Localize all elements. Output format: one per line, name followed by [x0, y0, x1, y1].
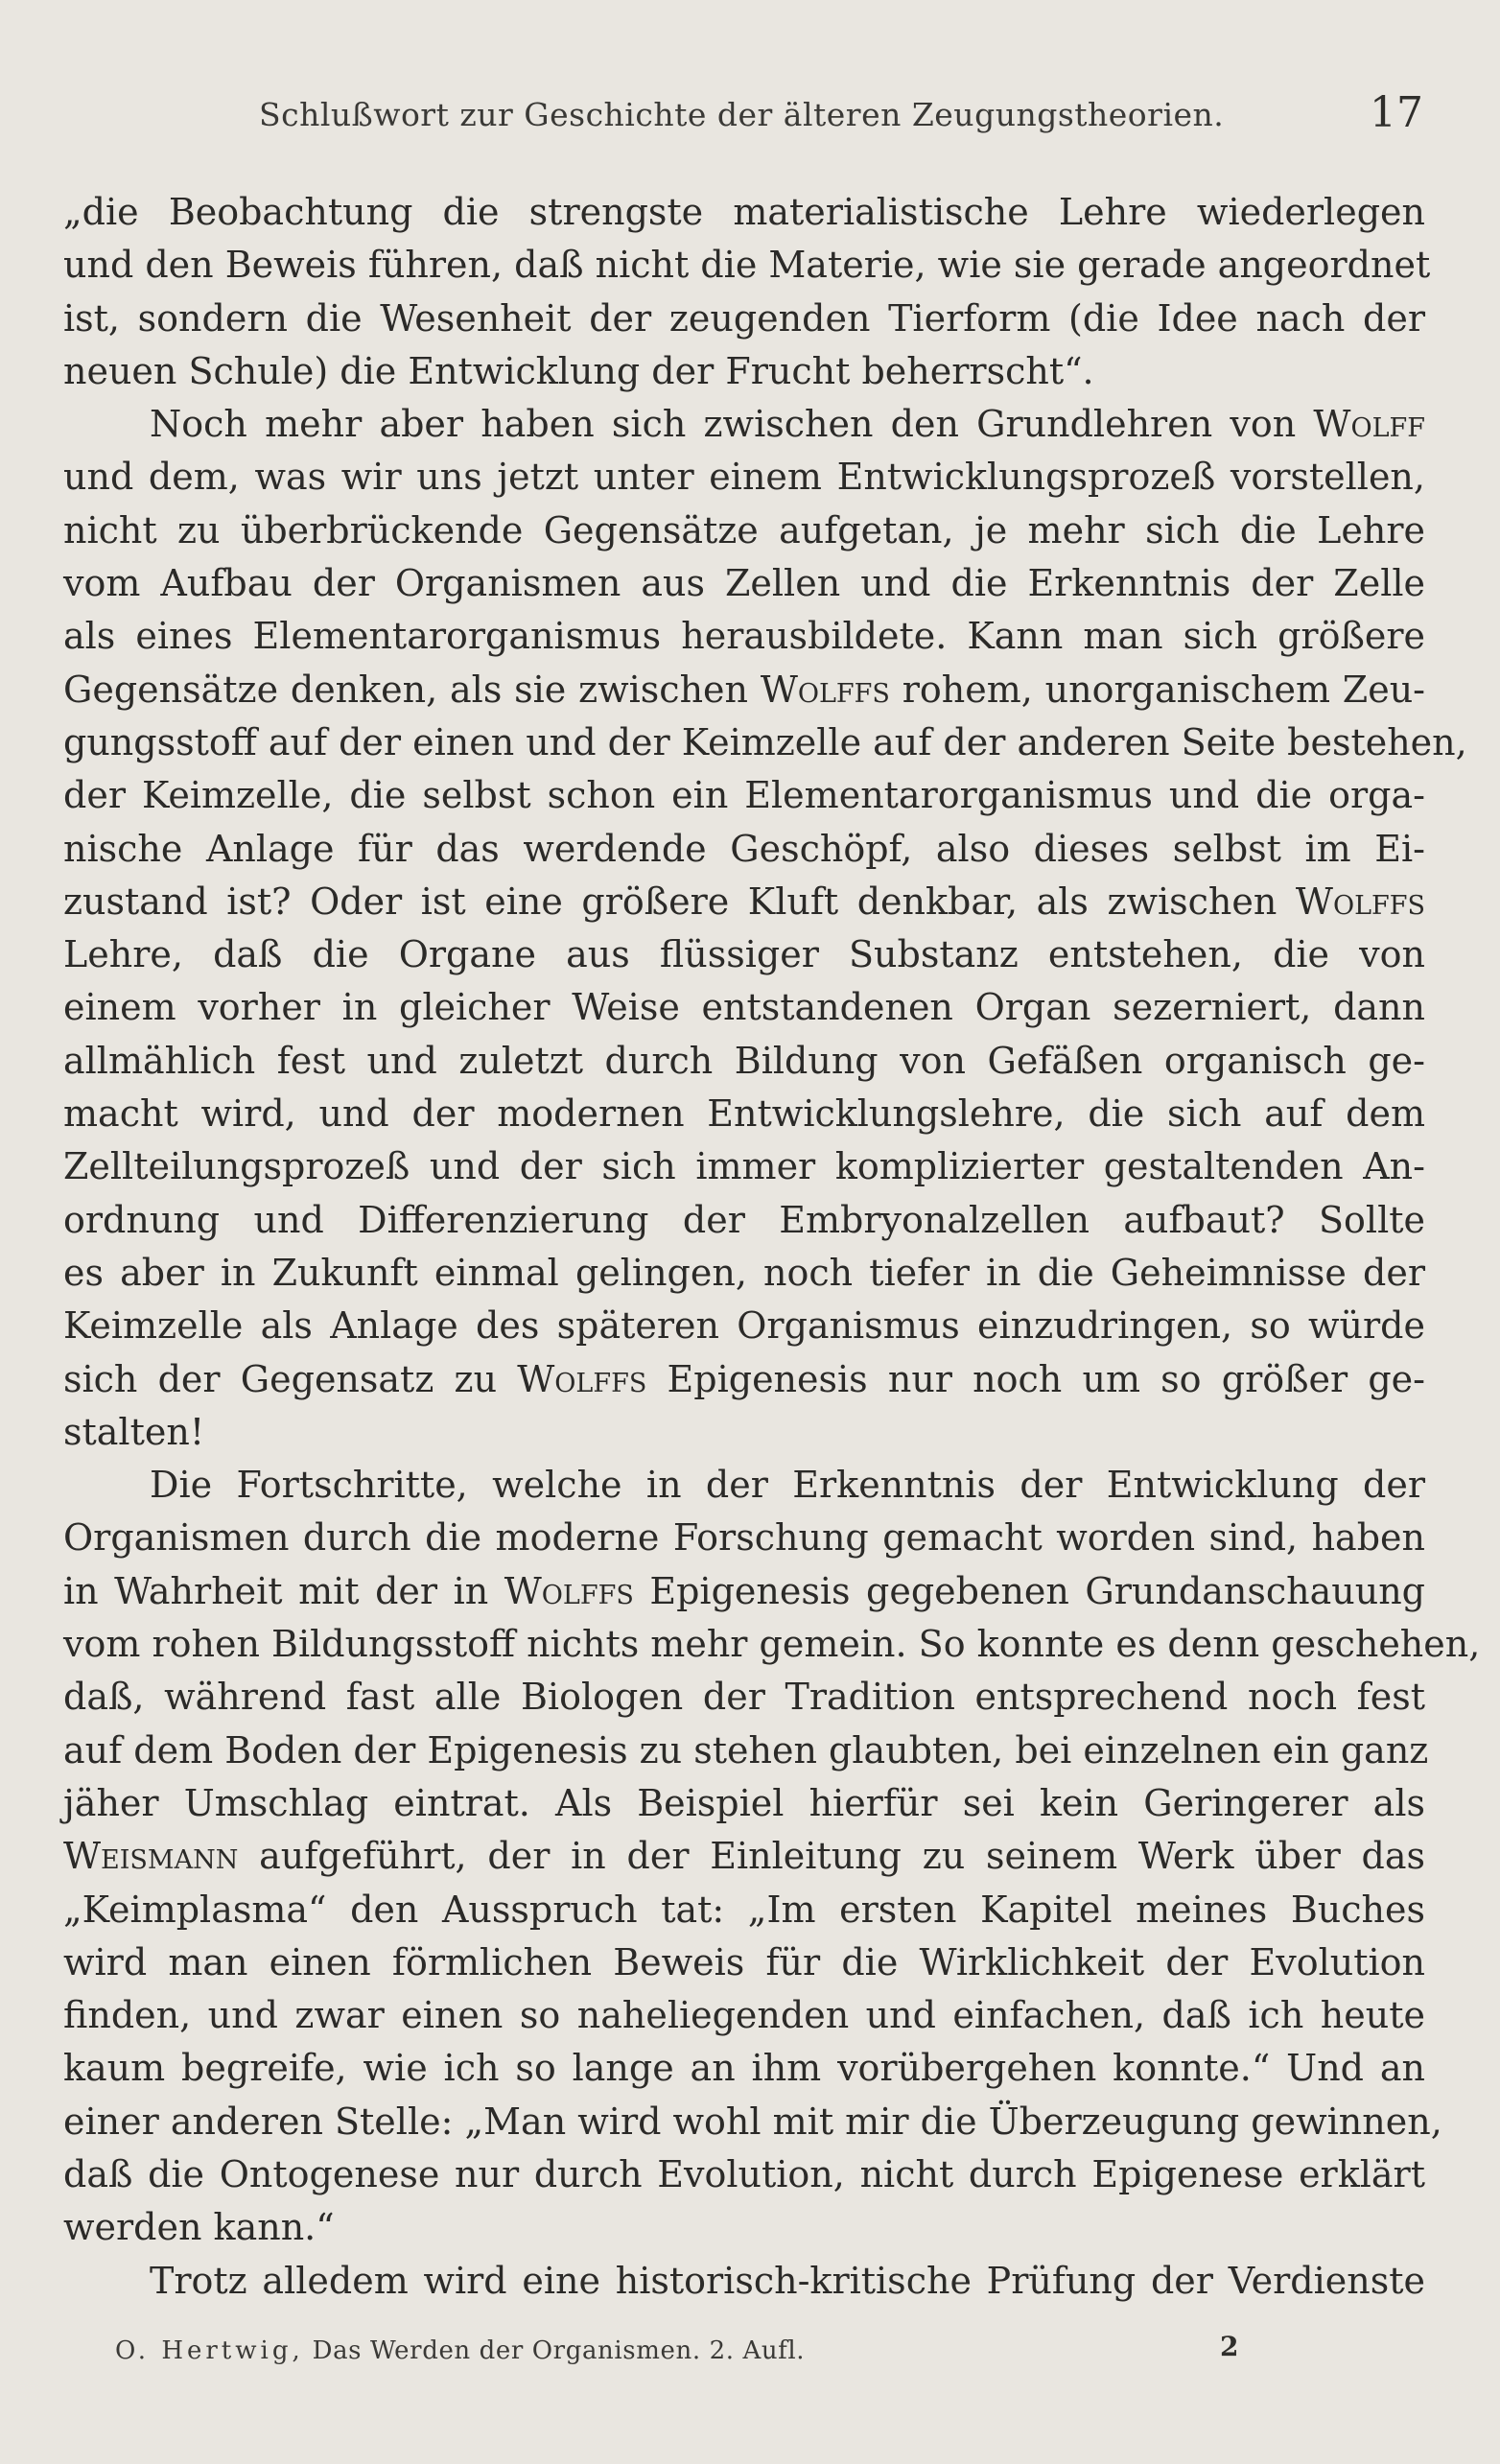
text-line: Keimzelle als Anlage des späteren Organismus einzudringen, so würde [63, 1304, 1425, 1348]
text-line: in Wahrheit mit der in Wolffs Epigenesis gegebenen Grundanschauung [63, 1569, 1425, 1612]
author-name: Wolffs [504, 1569, 634, 1612]
text-line: vom rohen Bildungsstoff nichts mehr gemein. So konnte es denn geschehen, [63, 1623, 1481, 1666]
text-line: stalten! [63, 1410, 205, 1453]
text-line: kaum begreife, wie ich so lange an ihm vorübergehen konnte.“ Und an [63, 2047, 1425, 2090]
author-name: Wolffs [1295, 880, 1425, 923]
text-line: finden, und zwar einen so naheliegenden und einfachen, daß ich heute [63, 1994, 1425, 2037]
text-line: Gegensätze denken, als sie zwischen Wolffs rohem, unorganischem Zeu- [63, 668, 1426, 711]
text-line: einer anderen Stelle: „Man wird wohl mit mir die Überzeugung gewinnen, [63, 2100, 1442, 2143]
text-line: vom Aufbau der Organismen aus Zellen und die Erkenntnis der Zelle [63, 562, 1425, 605]
text-line: sich der Gegensatz zu Wolffs Epigenesis nur noch um so größer ge- [63, 1357, 1425, 1400]
text-line: „die Beobachtung die strengste materialistische Lehre wiederlegen [63, 191, 1425, 233]
text-line: einem vorher in gleicher Weise entstandenen Organ sezerniert, dann [63, 986, 1425, 1029]
text-line: zustand ist? Oder ist eine größere Kluft denkbar, als zwischen Wolffs [63, 880, 1425, 923]
footer-work: Das Werden der Organismen. 2. Aufl. [312, 2336, 806, 2365]
text-line: der Keimzelle, die selbst schon ein Elementarorganismus und die orga- [63, 774, 1425, 817]
text-line: macht wird, und der modernen Entwicklungslehre, die sich auf dem [63, 1092, 1425, 1136]
text-line: daß die Ontogenese nur durch Evolution, nicht durch Epigenese erklärt [63, 2152, 1425, 2195]
text-line: Lehre, daß die Organe aus flüssiger Substanz entstehen, die von [63, 933, 1425, 976]
text-line: und den Beweis führen, daß nicht die Materie, wie sie gerade angeordnet [63, 244, 1431, 287]
author-name: Wolff [1313, 403, 1425, 446]
page-number: 17 [1370, 88, 1423, 137]
text-line: Organismen durch die moderne Forschung gemacht worden sind, haben [63, 1516, 1425, 1560]
text-line: ordnung und Differenzierung der Embryonalzellen aufbaut? Sollte [63, 1198, 1425, 1241]
text-line: werden kann.“ [63, 2206, 335, 2249]
author-name: Wolffs [517, 1357, 647, 1400]
text-line: Zellteilungsprozeß und der sich immer komplizierter gestaltenden An- [63, 1145, 1425, 1188]
text-line: ist, sondern die Wesenheit der zeugenden Tierform (die Idee nach der [63, 296, 1425, 340]
text-line: allmählich fest und zuletzt durch Bildung von Gefäßen organisch ge- [63, 1039, 1425, 1082]
text-line: nicht zu überbrückende Gegensätze aufgetan, je mehr sich die Lehre [63, 508, 1425, 551]
text-line: als eines Elementarorganismus herausbildete. Kann man sich größere [63, 615, 1425, 658]
author-name: Wolffs [760, 668, 890, 711]
text-line: jäher Umschlag eintrat. Als Beispiel hierfür sei kein Geringerer als [63, 1781, 1425, 1824]
text-line: und dem, was wir uns jetzt unter einem Entwicklungsprozeß vorstellen, [63, 456, 1425, 499]
body-text [63, 186, 1481, 2308]
text-line: „Keimplasma“ den Ausspruch tat: „Im ersten Kapitel meines Buches [63, 1888, 1425, 1931]
signature-mark: 2 [1220, 2331, 1239, 2362]
text-line: daß, während fast alle Biologen der Tradition entsprechend noch fest [63, 1676, 1425, 1719]
text-line: es aber in Zukunft einmal gelingen, noch tiefer in die Geheimnisse der [63, 1251, 1425, 1294]
footer-author: O. Hertwig, [115, 2336, 304, 2365]
footer-citation [115, 2336, 805, 2365]
running-title: Schlußwort zur Geschichte der älteren Zeugungstheorien. [259, 96, 1225, 133]
author-name: Weismann [63, 1835, 239, 1878]
text-line: nische Anlage für das werdende Geschöpf, also dieses selbst im Ei- [63, 827, 1425, 870]
text-line: Noch mehr aber haben sich zwischen den Grundlehren von Wolff [150, 403, 1425, 446]
text-line: Weismann aufgeführt, der in der Einleitung zu seinem Werk über das [63, 1835, 1425, 1878]
text-line: gungsstoff auf der einen und der Keimzelle auf der anderen Seite bestehen, [63, 720, 1467, 763]
text-line: Trotz alledem wird eine historisch-kritische Prüfung der Verdienste [150, 2259, 1425, 2302]
text-line: wird man einen förmlichen Beweis für die Wirklichkeit der Evolution [63, 1940, 1425, 1983]
text-line: auf dem Boden der Epigenesis zu stehen glaubten, bei einzelnen ein ganz [63, 1728, 1429, 1772]
text-line: neuen Schule) die Entwicklung der Frucht beherrscht“. [63, 349, 1094, 392]
text-line: Die Fortschritte, welche in der Erkenntnis der Entwicklung der [150, 1464, 1425, 1507]
